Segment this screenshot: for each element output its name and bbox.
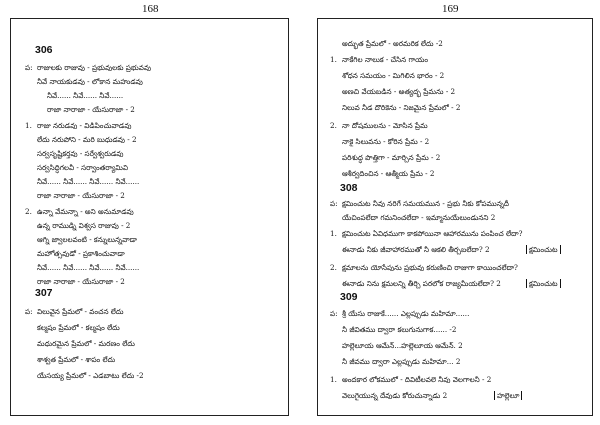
lyric-line: సర్వసృష్టికర్తవు - సర్వేశ్వరుడవు (37, 149, 124, 158)
lyric-line: శోధన సమయం - మిగిలిన భారం - 2 (342, 71, 445, 80)
lyric-line: మహోత్సవుడో - ప్రకాశించువాడా (37, 249, 125, 258)
lyric-line: నీ జీవితము ద్వారా కలుగునుగాక...... -2 (342, 325, 457, 334)
lyric-line: ఆగ్ని జ్వాలలవంటి - కన్నులున్నవాడా (37, 235, 138, 244)
lyric-line: విలువైన ప్రేమలో - వంచన లేదు (37, 307, 124, 316)
lyric-line: నీవే...... నీవే...... నీవే...... (47, 91, 124, 100)
lyric-line: కల్మషం ప్రేమలో - కల్మషం లేదు (37, 323, 120, 332)
lyric-line: ఈనాడు నిను క్షమలన్ని తీర్చి పరలోక రాజ్యమీయలేదా? 2 (342, 279, 501, 288)
song-number-306: 306 (35, 44, 53, 56)
lyric-line: అద్భుత ప్రేమలో - అరమరిక లేదు -2 (342, 39, 443, 48)
lyric-line: క్షమించుట ఏవిధముగా కాకపోయినా ఆహారమును పంపించ లేదా? (342, 229, 523, 238)
lyric-line: నీవే...... నీవే...... నీవే...... నీవే...... (37, 263, 140, 272)
lyric-line: ఉన్న రాముడ్ని విశ్వస రాజువు - 2 (37, 221, 131, 230)
lyric-line: నాకై సిలువను - కోరిన ప్రేమ - 2 (342, 137, 430, 146)
lyric-line: నీవే...... నీవే...... నీవే...... నీవే...... (37, 177, 140, 186)
lyric-line: ఈనాడు నీకు జీవాహారముతో నీ ఆకలి తీర్చబలేదా? 2 (342, 245, 490, 254)
lyric-line: మధురమైన ప్రేమలో - మరణం లేదు (37, 339, 135, 348)
chorus-reference: క్షమించుట (526, 279, 561, 288)
verse-marker: 2. (330, 263, 337, 272)
lyric-line: నాకేగిల నాలుక - చేసిన గాయం (342, 55, 428, 64)
lyric-line: నిలువ నీడ దొరికెను - నిజమైన ప్రేమలో - 2 (342, 103, 461, 112)
lyric-line: సర్వసిద్ధిగలవీ - సర్వాంతర్యామివి (37, 163, 129, 172)
right-page (317, 18, 593, 416)
lyric-line: శ్రీ యేసు రాజుకే...... ఎల్లప్పుడు మహిమా...... (342, 309, 470, 318)
left-page (10, 18, 289, 416)
page-number-left: 168 (142, 3, 159, 15)
lyric-line: యేచింపలేదా గమనించలేదా - ఇమ్మానుయేలుండునని 2 (342, 213, 496, 222)
lyric-line: అందకార లోకములో - దివిటీలవలె నీవు వెలగాలనీ - 2 (342, 375, 492, 384)
refrain-marker: ప: (25, 307, 33, 316)
lyric-line: లేదు నరుపోని - మరి బుధుడవు - 2 (37, 135, 137, 144)
chorus-reference: క్షమించుట (526, 245, 561, 254)
lyric-line: నా దోషములను - మోసిన ప్రేమ (342, 121, 428, 130)
song-number-309: 309 (340, 291, 358, 303)
lyric-line: రాజా నారాజా - యేసురాజా - 2 (37, 191, 125, 200)
song-number-308: 308 (340, 182, 358, 194)
song-number-307: 307 (35, 287, 53, 299)
lyric-line: హల్లెలూయ ఆమేన్...హల్లెలూయ ఆమేన్. 2 (342, 341, 463, 350)
lyric-line: నీవే నాయకుడవు - లోకాన మహుడవు (37, 77, 143, 86)
verse-marker: 1. (330, 55, 337, 64)
lyric-line: రాజా నారాజా - యేసురాజా - 2 (47, 105, 135, 114)
chorus-reference: హల్లెలూ (494, 391, 522, 400)
refrain-marker: ప: (330, 309, 338, 318)
verse-marker: 1. (330, 375, 337, 384)
lyric-line: క్షమాలను యోసేపును ప్రభువు కరుణించి రాజుగా కాయించలేదా? (342, 263, 518, 272)
lyric-line: నీ జీవము ద్వారా ఎల్లప్పుడు మహిమా... 2 (342, 357, 461, 366)
lyric-line: యేసయ్య ప్రేమలో - ఎడబాటు లేదు -2 (37, 371, 144, 380)
verse-marker: 2. (25, 207, 32, 216)
lyric-line: రాజు నరుడవు - విడిపించువాడవు (37, 121, 132, 130)
lyric-line: ఆశీర్వదించిన - ఆత్మీయ ప్రేమ - 2 (342, 169, 435, 178)
verse-marker: 1. (25, 121, 32, 130)
refrain-marker: ప: (25, 63, 33, 72)
refrain-marker: ప: (330, 199, 338, 208)
lyric-line: పరిశుద్ధ పొత్తిగా - మార్చిన ప్రేమ - 2 (342, 153, 441, 162)
lyric-line: ఉన్నా వేమన్నా - అని అనుమాడవు (37, 207, 134, 216)
page-number-right: 169 (442, 3, 459, 15)
lyric-line: క్షమించుట నీవు నరిగే సమయమున - ప్రభు నీకు కోపమున్నదీ (342, 199, 509, 208)
lyric-line: శాశ్వత ప్రేమలో - శాపం లేదు (37, 355, 116, 364)
lyric-line: రాజులకు రాజువు - ప్రభువులకు ప్రభువవు (37, 63, 152, 72)
lyric-line: అణచి వేయబడిన - అత్యద్భ ప్రేమను - 2 (342, 87, 456, 96)
lyric-line: వెలుగైయున్న దేవుడు కోరుచున్నాడు 2 (342, 391, 448, 400)
verse-marker: 1. (330, 229, 337, 238)
verse-marker: 2. (330, 121, 337, 130)
lyric-line: రాజా నారాజా - యేసురాజా - 2 (37, 277, 125, 286)
